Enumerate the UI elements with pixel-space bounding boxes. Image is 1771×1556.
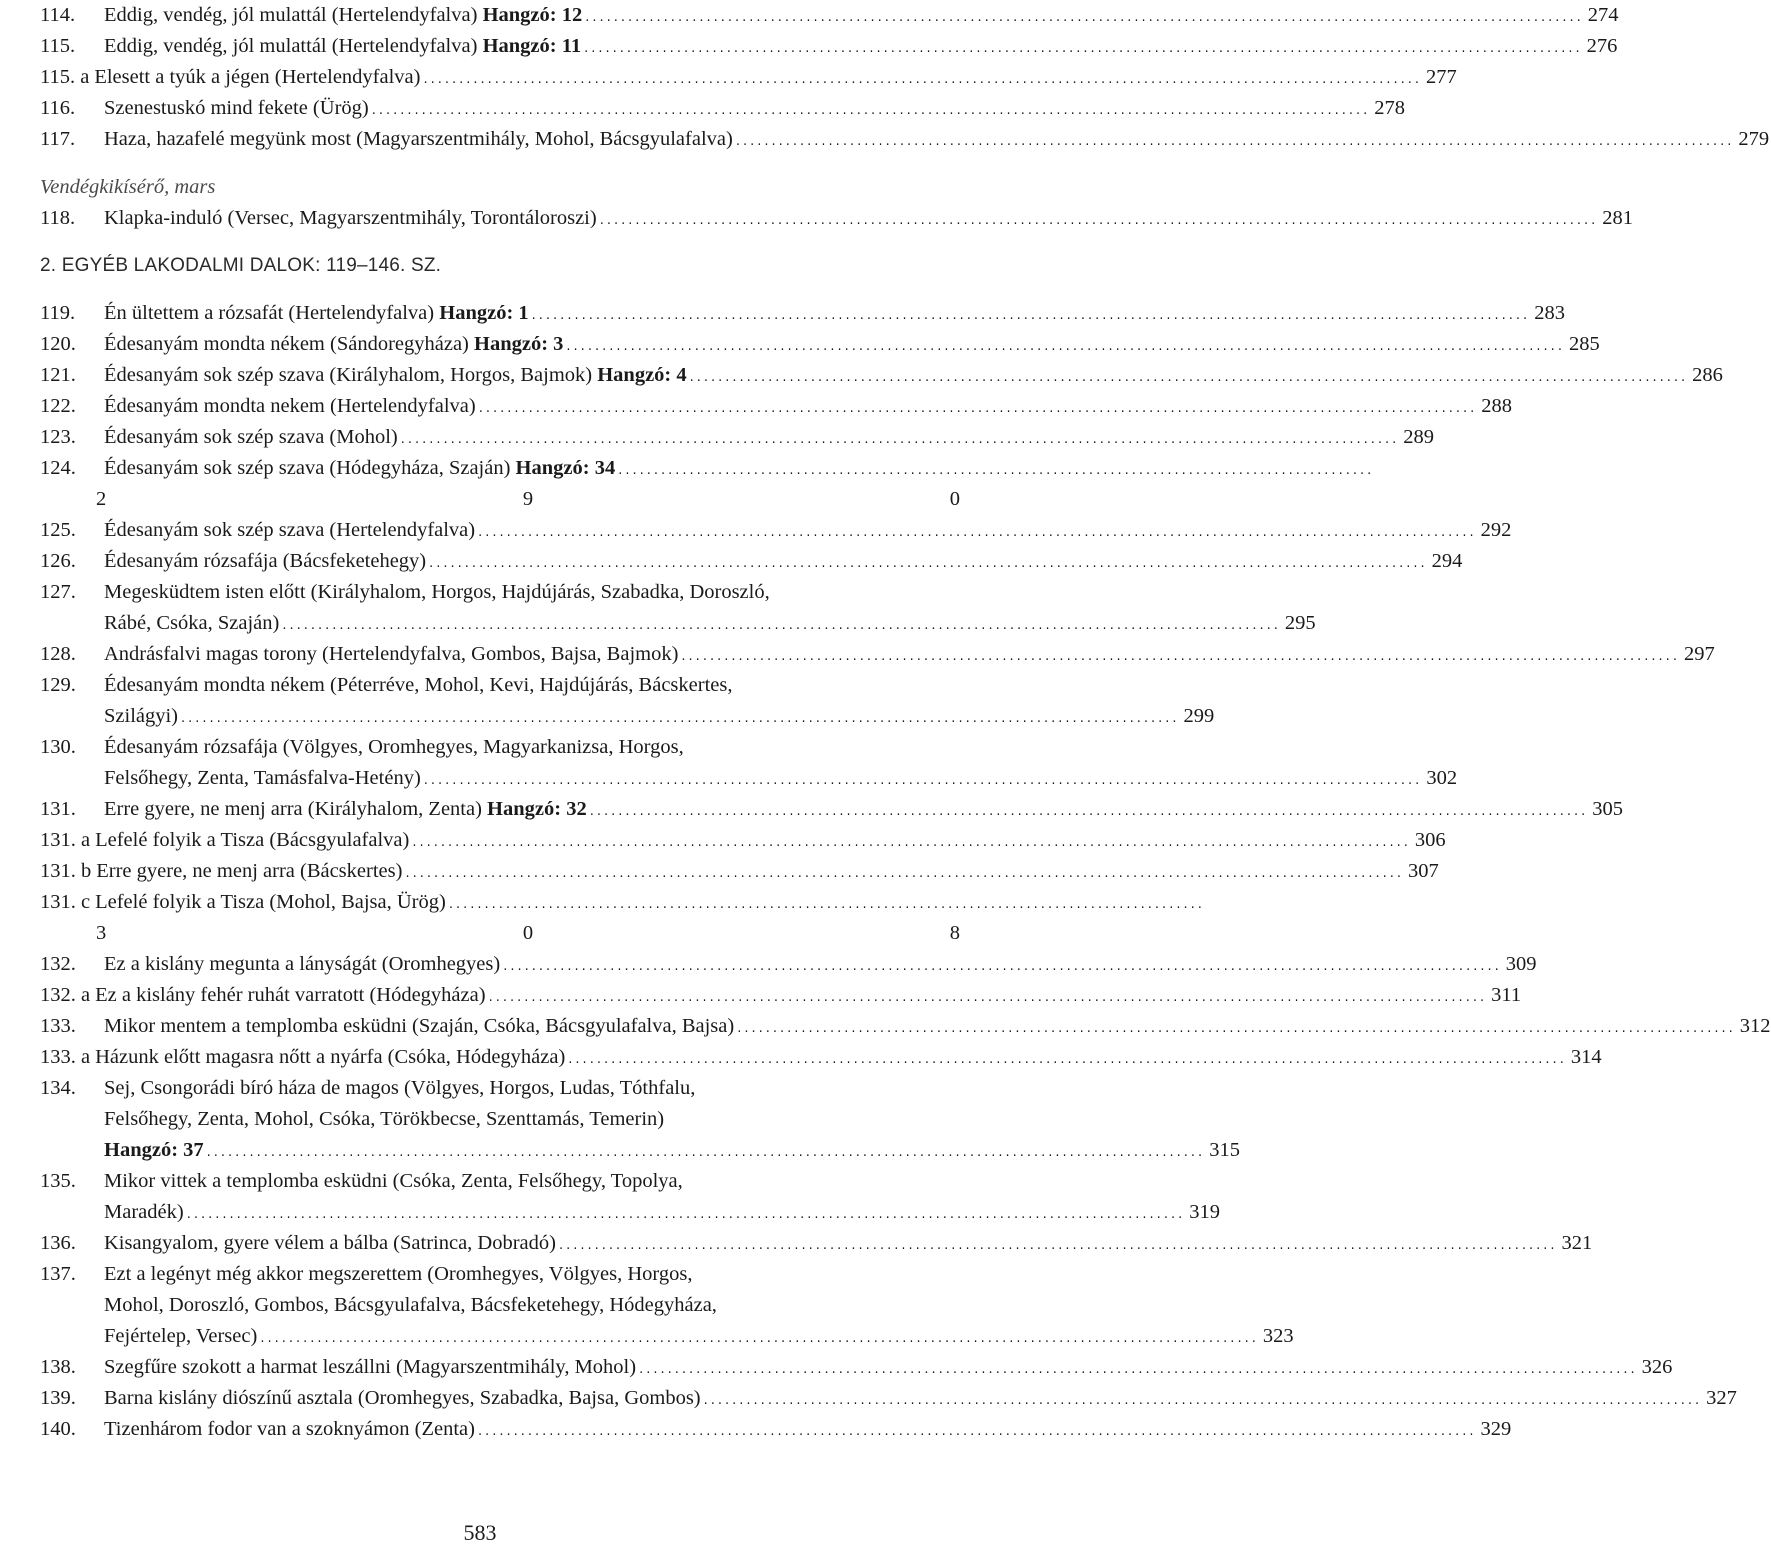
entry-title: Édesanyám sok szép szava (Mohol) bbox=[104, 426, 398, 448]
page-number: 311 bbox=[1491, 984, 1522, 1006]
dot-leader: ............................................................................................................................................ bbox=[737, 1021, 1736, 1036]
entry-number: 137. bbox=[40, 1263, 76, 1285]
entry-number: 125. bbox=[40, 519, 76, 541]
dot-leader: ............................................................................................................................................ bbox=[478, 525, 1477, 540]
entry-number: 135. bbox=[40, 1170, 76, 1192]
entry-line bbox=[40, 732, 960, 763]
entry-title: Szilágyi) bbox=[104, 705, 179, 727]
dot-leader: ............................................................................................................................................ bbox=[681, 649, 1680, 664]
entry-number: 138. bbox=[40, 1356, 76, 1378]
dot-leader: ............................................................................................................................................ bbox=[400, 432, 1400, 447]
entry-group-b bbox=[40, 203, 1633, 234]
entry-line bbox=[40, 124, 1770, 155]
entry-line bbox=[40, 1135, 1240, 1166]
toc-entry bbox=[40, 391, 1512, 422]
entry-line bbox=[40, 1321, 1294, 1352]
entry-title: Mohol, Doroszló, Gombos, Bácsgyulafalva, Bácsfeketehegy, Hódegyháza, bbox=[104, 1294, 717, 1316]
entry-number: 115. a bbox=[40, 66, 90, 88]
dot-leader: ............................................................................................................................................ bbox=[703, 1393, 1703, 1408]
entry-number: 130. bbox=[40, 736, 76, 758]
toc-entry bbox=[40, 577, 1316, 639]
entry-line bbox=[40, 1383, 1737, 1414]
entry-title: Édesanyám sok szép szava (Királyhalom, Horgos, Bajmok) Hangzó: 4 bbox=[104, 364, 687, 386]
entry-title: Lefelé folyik a Tisza (Mohol, Bajsa, Ürög) bbox=[95, 891, 446, 913]
page-number: 281 bbox=[1602, 207, 1633, 229]
toc-entry bbox=[40, 1073, 1240, 1166]
entry-line bbox=[40, 31, 1618, 62]
entry-title: Ezt a legényt még akkor megszerettem (Oromhegyes, Völgyes, Horgos, bbox=[104, 1263, 693, 1285]
entry-line bbox=[40, 203, 1633, 234]
entry-title: Ez a kislány megunta a lányságát (Oromhegyes) bbox=[104, 953, 501, 975]
page-number: 307 bbox=[1407, 860, 1439, 882]
entry-title: Szenestuskó mind fekete (Ürög) bbox=[104, 97, 369, 119]
dot-leader: ............................................................................................................................................ bbox=[186, 1207, 1186, 1222]
dot-leader: ............................................................................................................................................ bbox=[503, 959, 1502, 974]
entry-number: 120. bbox=[40, 333, 76, 355]
dot-leader: ............................................................................................................................................ bbox=[568, 1052, 1567, 1067]
page-number: 305 bbox=[1592, 798, 1623, 820]
entry-line bbox=[40, 1197, 1220, 1228]
toc-entry bbox=[40, 124, 1770, 155]
entry-line bbox=[40, 577, 960, 608]
page-digit: 0 bbox=[949, 488, 960, 510]
hangzo-ref: Hangzó: 12 bbox=[482, 4, 583, 26]
entry-title: Ez a kislány fehér ruhát varratott (Hódegyháza) bbox=[95, 984, 486, 1006]
dot-leader: ............................................................................................................................................ bbox=[260, 1331, 1259, 1346]
page-number: 314 bbox=[1570, 1046, 1602, 1068]
entry-number: 115. bbox=[40, 35, 76, 57]
entry-title: Édesanyám rózsafája (Völgyes, Oromhegyes, Magyarkanizsa, Horgos, bbox=[104, 736, 684, 758]
dot-leader: ............................................................................................................................................ bbox=[405, 866, 1404, 881]
dot-leader: ............................................................................................................................................ bbox=[639, 1362, 1638, 1377]
page-number: 288 bbox=[1481, 395, 1512, 417]
entry-line bbox=[40, 608, 1316, 639]
page-number-spread bbox=[40, 918, 960, 949]
toc-entry bbox=[40, 360, 1723, 391]
entry-line bbox=[40, 0, 1619, 31]
page-number: 277 bbox=[1426, 66, 1457, 88]
page-number: 302 bbox=[1426, 767, 1458, 789]
page-digit: 8 bbox=[949, 922, 960, 944]
entry-number: 124. bbox=[40, 457, 76, 479]
page-number: 315 bbox=[1209, 1139, 1240, 1161]
entry-line bbox=[40, 422, 1435, 453]
entry-number: 132. bbox=[40, 953, 76, 975]
page-number: 321 bbox=[1561, 1232, 1593, 1254]
dot-leader: ............................................................................................................................................ bbox=[206, 1145, 1206, 1160]
dot-leader: .......................................................................................................... bbox=[618, 463, 1375, 478]
toc-entry bbox=[40, 794, 1623, 825]
entry-line bbox=[40, 298, 1565, 329]
entry-line bbox=[40, 329, 1600, 360]
toc-entry bbox=[40, 1414, 1512, 1445]
toc-entry bbox=[40, 62, 1457, 93]
entry-number: 127. bbox=[40, 581, 76, 603]
hangzo-ref: Hangzó: 34 bbox=[515, 457, 616, 479]
entry-number: 133. bbox=[40, 1015, 76, 1037]
dot-leader: ............................................................................................................................................ bbox=[181, 711, 1180, 726]
page-number: 285 bbox=[1568, 333, 1600, 355]
toc-entry bbox=[40, 980, 1522, 1011]
entry-line bbox=[40, 453, 1375, 484]
dot-leader: ............................................................................................................................................ bbox=[689, 370, 1689, 385]
hangzo-ref: Hangzó: 1 bbox=[439, 302, 529, 324]
entry-number: 132. a bbox=[40, 984, 91, 1006]
toc-entry bbox=[40, 949, 1537, 980]
entry-number: 140. bbox=[40, 1418, 76, 1440]
dot-leader: ............................................................................................................................................ bbox=[282, 618, 1281, 633]
entry-line bbox=[40, 949, 1537, 980]
entry-line bbox=[40, 639, 1715, 670]
toc-entry-131c bbox=[40, 887, 1205, 949]
entry-line bbox=[40, 1259, 960, 1290]
entry-line bbox=[40, 1290, 960, 1321]
dot-leader: ............................................................................................................................................ bbox=[423, 773, 1423, 788]
entry-line bbox=[40, 1011, 1771, 1042]
entry-number: 139. bbox=[40, 1387, 76, 1409]
entry-title: Elesett a tyúk a jégen (Hertelendyfalva) bbox=[94, 66, 421, 88]
entry-number: 122. bbox=[40, 395, 76, 417]
entry-line bbox=[40, 887, 1205, 918]
entry-title: Édesanyám mondta nekem (Hertelendyfalva) bbox=[104, 395, 476, 417]
entry-title: Klapka-induló (Versec, Magyarszentmihály, Torontáloroszi) bbox=[104, 207, 597, 229]
entry-number: 131. a bbox=[40, 829, 91, 851]
toc-entry bbox=[40, 856, 1439, 887]
entry-title: Édesanyám sok szép szava (Hertelendyfalva) bbox=[104, 519, 476, 541]
hangzo-ref: Hangzó: 37 bbox=[104, 1139, 204, 1161]
toc-entry bbox=[40, 670, 1215, 732]
dot-leader: ............................................................................................................................................ bbox=[478, 401, 1478, 416]
page-number: 312 bbox=[1739, 1015, 1771, 1037]
page-number: 286 bbox=[1692, 364, 1723, 386]
dot-leader: ............................................................................................................................................ bbox=[531, 308, 1531, 323]
entry-title: Sej, Csongorádi bíró háza de magos (Völgyes, Horgos, Ludas, Tóthfalu, bbox=[104, 1077, 696, 1099]
entry-title: Felsőhegy, Zenta, Mohol, Csóka, Törökbecse, Szenttamás, Temerin) bbox=[104, 1108, 665, 1130]
toc-entry bbox=[40, 1259, 1294, 1352]
toc-entry bbox=[40, 0, 1619, 31]
entry-line bbox=[40, 701, 1215, 732]
entry-title: Haza, hazafelé megyünk most (Magyarszentmihály, Mohol, Bácsgyulafalva) bbox=[104, 128, 733, 150]
section-subtitle: Vendégkikísérő, mars bbox=[40, 176, 216, 198]
toc-entry bbox=[40, 1352, 1673, 1383]
entry-line bbox=[40, 1073, 960, 1104]
toc-entry bbox=[40, 825, 1446, 856]
entry-line bbox=[40, 670, 960, 701]
toc-entry bbox=[40, 422, 1435, 453]
entry-line bbox=[40, 1414, 1512, 1445]
entry-group-a bbox=[40, 0, 1770, 155]
entry-number: 126. bbox=[40, 550, 76, 572]
entry-number: 136. bbox=[40, 1232, 76, 1254]
entry-number: 131. c bbox=[40, 891, 91, 913]
page-digit: 0 bbox=[522, 922, 534, 944]
page-number-spread bbox=[40, 484, 960, 515]
entry-title: Megesküdtem isten előtt (Királyhalom, Horgos, Hajdújárás, Szabadka, Doroszló, bbox=[104, 581, 770, 603]
entry-number: 118. bbox=[40, 207, 76, 229]
entry-number: 117. bbox=[40, 128, 76, 150]
entry-line bbox=[40, 62, 1457, 93]
spacer bbox=[40, 234, 960, 250]
entry-title: Édesanyám mondta nékem (Sándoregyháza) Hangzó: 3 bbox=[104, 333, 564, 355]
page-number: 276 bbox=[1586, 35, 1618, 57]
entry-line bbox=[40, 794, 1623, 825]
entry-number: 119. bbox=[40, 302, 76, 324]
toc-entry bbox=[40, 1042, 1602, 1073]
entry-number: 128. bbox=[40, 643, 76, 665]
page-number: 292 bbox=[1480, 519, 1512, 541]
dot-leader: ............................................................................................................................................ bbox=[585, 10, 1584, 25]
entry-title: Házunk előtt magasra nőtt a nyárfa (Csóka, Hódegyháza) bbox=[95, 1046, 566, 1068]
entry-line bbox=[40, 93, 1405, 124]
entry-title: Mikor vittek a templomba esküdni (Csóka, Zenta, Felsőhegy, Topolya, bbox=[104, 1170, 683, 1192]
page-number: 323 bbox=[1262, 1325, 1294, 1347]
entry-line bbox=[40, 1228, 1593, 1259]
dot-leader: ............................................................................................................................................ bbox=[589, 804, 1589, 819]
hangzo-ref: Hangzó: 11 bbox=[482, 35, 582, 57]
entry-title: Mikor mentem a templomba esküdni (Szaján, Csóka, Bácsgyulafalva, Bajsa) bbox=[104, 1015, 735, 1037]
page-number: 299 bbox=[1183, 705, 1215, 727]
entry-line bbox=[40, 1042, 1602, 1073]
entry-title: Maradék) bbox=[104, 1201, 184, 1223]
toc-entry bbox=[40, 639, 1715, 670]
page-digit: 9 bbox=[522, 488, 534, 510]
page-number: 327 bbox=[1706, 1387, 1737, 1409]
toc-entry bbox=[40, 93, 1405, 124]
entry-number: 114. bbox=[40, 4, 76, 26]
entry-title: Erre gyere, ne menj arra (Királyhalom, Zenta) Hangzó: 32 bbox=[104, 798, 587, 820]
entry-title: Andrásfalvi magas torony (Hertelendyfalva, Gombos, Bajsa, Bajmok) bbox=[104, 643, 679, 665]
entry-number: 129. bbox=[40, 674, 76, 696]
entry-title: Édesanyám rózsafája (Bácsfeketehegy) bbox=[104, 550, 427, 572]
entry-group-c bbox=[40, 298, 1723, 453]
toc-entry bbox=[40, 1011, 1771, 1042]
toc-entry bbox=[40, 1383, 1737, 1414]
entry-group-e bbox=[40, 949, 1771, 1445]
page-number: 295 bbox=[1284, 612, 1316, 634]
toc-entry bbox=[40, 1228, 1593, 1259]
entry-title bbox=[104, 1135, 204, 1166]
entry-title: Kisangyalom, gyere vélem a bálba (Satrinca, Dobradó) bbox=[104, 1232, 556, 1254]
page-folio-number: 583 bbox=[463, 1520, 497, 1545]
entry-title: Lefelé folyik a Tisza (Bácsgyulafalva) bbox=[95, 829, 410, 851]
entry-number: 123. bbox=[40, 426, 76, 448]
dot-leader: ............................................................................................................................................ bbox=[371, 103, 1371, 118]
page-number: 294 bbox=[1431, 550, 1463, 572]
dot-leader: ............................................................................................................................................ bbox=[599, 213, 1599, 228]
page-number: 289 bbox=[1403, 426, 1435, 448]
entry-title: Rábé, Csóka, Szaján) bbox=[104, 612, 280, 634]
entry-title: Édesanyám sok szép szava (Hódegyháza, Szaján) Hangzó: 34 bbox=[104, 457, 616, 479]
toc-entry bbox=[40, 1166, 1220, 1228]
dot-leader: ............................................................................................................................................ bbox=[423, 72, 1423, 87]
entry-line bbox=[40, 1352, 1673, 1383]
entry-title: Eddig, vendég, jól mulattál (Hertelendyfalva) Hangzó: 12 bbox=[104, 4, 583, 26]
dot-leader: ............................................................................................................................................ bbox=[558, 1238, 1558, 1253]
entry-title: Édesanyám mondta nékem (Péterréve, Mohol, Kevi, Hajdújárás, Bácskertes, bbox=[104, 674, 733, 696]
page-number: 274 bbox=[1587, 4, 1619, 26]
page-number: 297 bbox=[1683, 643, 1715, 665]
toc-entry bbox=[40, 31, 1618, 62]
entry-number: 131. b bbox=[40, 860, 92, 882]
entry-line bbox=[40, 515, 1512, 546]
entry-line bbox=[40, 360, 1723, 391]
page-digit: 3 bbox=[96, 922, 107, 944]
entry-line bbox=[40, 763, 1458, 794]
entry-line bbox=[40, 391, 1512, 422]
dot-leader: .......................................................................................................... bbox=[448, 897, 1205, 912]
toc-entry bbox=[40, 298, 1565, 329]
hangzo-ref: Hangzó: 4 bbox=[597, 364, 687, 386]
page-digit: 2 bbox=[96, 488, 107, 510]
entry-group-d bbox=[40, 515, 1715, 887]
dot-leader: ............................................................................................................................................ bbox=[584, 41, 1583, 56]
entry-number: 131. bbox=[40, 798, 76, 820]
entry-line bbox=[40, 856, 1439, 887]
page-number: 283 bbox=[1534, 302, 1565, 324]
spacer bbox=[40, 155, 960, 172]
toc-entry bbox=[40, 203, 1633, 234]
entry-title: Eddig, vendég, jól mulattál (Hertelendyfalva) Hangzó: 11 bbox=[104, 35, 582, 57]
entry-line bbox=[40, 825, 1446, 856]
dot-leader: ............................................................................................................................................ bbox=[488, 990, 1488, 1005]
page-number: 278 bbox=[1374, 97, 1405, 119]
toc-entry bbox=[40, 546, 1463, 577]
entry-number: 134. bbox=[40, 1077, 76, 1099]
toc-entry bbox=[40, 515, 1512, 546]
page-number: 306 bbox=[1414, 829, 1446, 851]
dot-leader: ............................................................................................................................................ bbox=[566, 339, 1565, 354]
table-of-contents bbox=[40, 0, 1771, 1445]
entry-title: Fejértelep, Versec) bbox=[104, 1325, 258, 1347]
section-heading: 2. EGYÉB LAKODALMI DALOK: 119–146. SZ. bbox=[40, 255, 442, 276]
entry-line bbox=[40, 980, 1522, 1011]
entry-title: Én ültettem a rózsafát (Hertelendyfalva) Hangzó: 1 bbox=[104, 302, 529, 324]
toc-entry-124 bbox=[40, 453, 1375, 515]
entry-number: 116. bbox=[40, 97, 76, 119]
spacer bbox=[40, 281, 960, 298]
hangzo-ref: Hangzó: 32 bbox=[487, 798, 587, 820]
entry-number: 121. bbox=[40, 364, 76, 386]
entry-line bbox=[40, 1104, 960, 1135]
entry-number: 133. a bbox=[40, 1046, 91, 1068]
entry-title: Felsőhegy, Zenta, Tamásfalva-Hetény) bbox=[104, 767, 421, 789]
entry-title: Barna kislány diószínű asztala (Oromhegyes, Szabadka, Bajsa, Gombos) bbox=[104, 1387, 701, 1409]
entry-title: Erre gyere, ne menj arra (Bácskertes) bbox=[96, 860, 403, 882]
hangzo-ref: Hangzó: 3 bbox=[474, 333, 564, 355]
page-number: 326 bbox=[1641, 1356, 1673, 1378]
page-number: 279 bbox=[1738, 128, 1770, 150]
dot-leader: ............................................................................................................................................ bbox=[412, 835, 1411, 850]
toc-entry bbox=[40, 329, 1600, 360]
entry-title: Szegfűre szokott a harmat leszállni (Magyarszentmihály, Mohol) bbox=[104, 1356, 637, 1378]
toc-entry bbox=[40, 732, 1458, 794]
page-number: 309 bbox=[1505, 953, 1537, 975]
entry-line bbox=[40, 546, 1463, 577]
page-number: 329 bbox=[1480, 1418, 1512, 1440]
entry-line bbox=[40, 1166, 960, 1197]
dot-leader: ............................................................................................................................................ bbox=[429, 556, 1428, 571]
entry-title: Tizenhárom fodor van a szoknyámon (Zenta) bbox=[104, 1418, 475, 1440]
dot-leader: ............................................................................................................................................ bbox=[477, 1424, 1477, 1439]
dot-leader: ............................................................................................................................................ bbox=[735, 134, 1735, 149]
page-number: 319 bbox=[1189, 1201, 1220, 1223]
